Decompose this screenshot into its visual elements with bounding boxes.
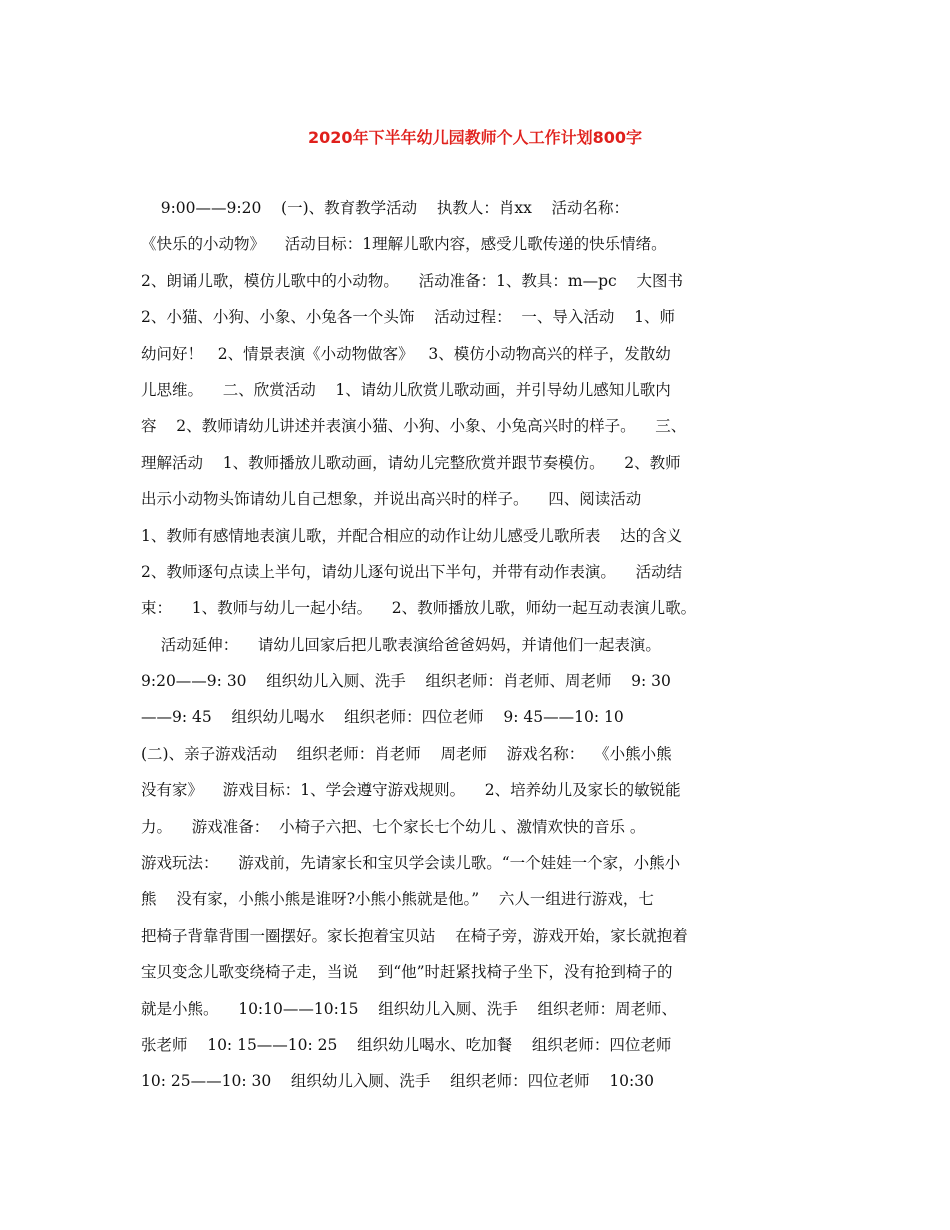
body-line: 理解活动 1、教师播放儿歌动画，请幼儿完整欣赏并跟节奏模仿。 2、教师	[141, 453, 681, 472]
body-line: 2、教师逐句点读上半句，请幼儿逐句说出下半句，并带有动作表演。 活动结	[141, 562, 683, 581]
body-line: 没有家》 游戏目标：1、学会遵守游戏规则。 2、培养幼儿及家长的敏锐能	[141, 781, 681, 800]
body-line: 2、朗诵儿歌，模仿儿歌中的小动物。 活动准备：1、教具：m—pc 大图书	[141, 271, 683, 290]
body-line: 儿思维。 二、欣赏活动 1、请幼儿欣赏儿歌动画，并引导幼儿感知儿歌内	[141, 380, 671, 399]
body-line: 张老师 10: 15——10: 25 组织幼儿喝水、吃加餐 组织老师：四位老师	[141, 1035, 672, 1054]
body-line: 2、小猫、小狗、小象、小兔各一个头饰 活动过程： 一、导入活动 1、师	[141, 308, 675, 327]
document-title: 2020年下半年幼儿园教师个人工作计划800字	[308, 128, 642, 147]
body-line: ——9: 45 组织幼儿喝水 组织老师：四位老师 9: 45——10: 10	[141, 708, 624, 727]
body-line: 束： 1、教师与幼儿一起小结。 2、教师播放儿歌，师幼一起互动表演儿歌。	[141, 599, 697, 618]
body-line: 1、教师有感情地表演儿歌，并配合相应的动作让幼儿感受儿歌所表 达的含义	[141, 526, 683, 545]
body-line: 10: 25——10: 30 组织幼儿入厕、洗手 组织老师：四位老师 10:30	[141, 1072, 654, 1091]
body-line: 宝贝变念儿歌变绕椅子走，当说 到“他”时赶紧找椅子坐下，没有抢到椅子的	[141, 963, 673, 982]
body-line: 就是小熊。 10:10——10:15 组织幼儿入厕、洗手 组织老师：周老师、	[141, 999, 677, 1018]
body-line: 容 2、教师请幼儿讲述并表演小猫、小狗、小象、小兔高兴时的样子。 三、	[141, 417, 687, 436]
body-line: 《快乐的小动物》 活动目标：1理解儿歌内容，感受儿歌传递的快乐情绪。	[141, 235, 667, 254]
body-line: 熊 没有家，小熊小熊是谁呀?小熊小熊就是他。” 六人一组进行游戏，七	[141, 890, 654, 909]
body-line: 9:00——9:20 (一)、教育教学活动 执教人：肖xx 活动名称：	[141, 199, 630, 217]
body-line: 活动延伸： 请幼儿回家后把儿歌表演给爸爸妈妈，并请他们一起表演。	[141, 635, 661, 654]
document-body	[141, 196, 831, 1106]
body-line: 把椅子背靠背围一圈摆好。家长抱着宝贝站 在椅子旁，游戏开始，家长就抱着	[141, 926, 688, 945]
body-line: 游戏玩法： 游戏前，先请家长和宝贝学会读儿歌。“一个娃娃一个家，小熊小	[141, 854, 681, 873]
body-line: 力。 游戏准备： 小椅子六把、七个家长七个幼儿 、激情欢快的音乐 。	[141, 817, 646, 836]
body-line: (二)、亲子游戏活动 组织老师：肖老师 周老师 游戏名称： 《小熊小熊	[141, 744, 672, 763]
body-line: 幼问好！ 2、情景表演《小动物做客》 3、模仿小动物高兴的样子，发散幼	[141, 344, 671, 363]
body-line: 出示小动物头饰请幼儿自己想象，并说出高兴时的样子。 四、阅读活动	[141, 490, 642, 509]
body-line: 9:20——9: 30 组织幼儿入厕、洗手 组织老师：肖老师、周老师 9: 30	[141, 672, 671, 691]
